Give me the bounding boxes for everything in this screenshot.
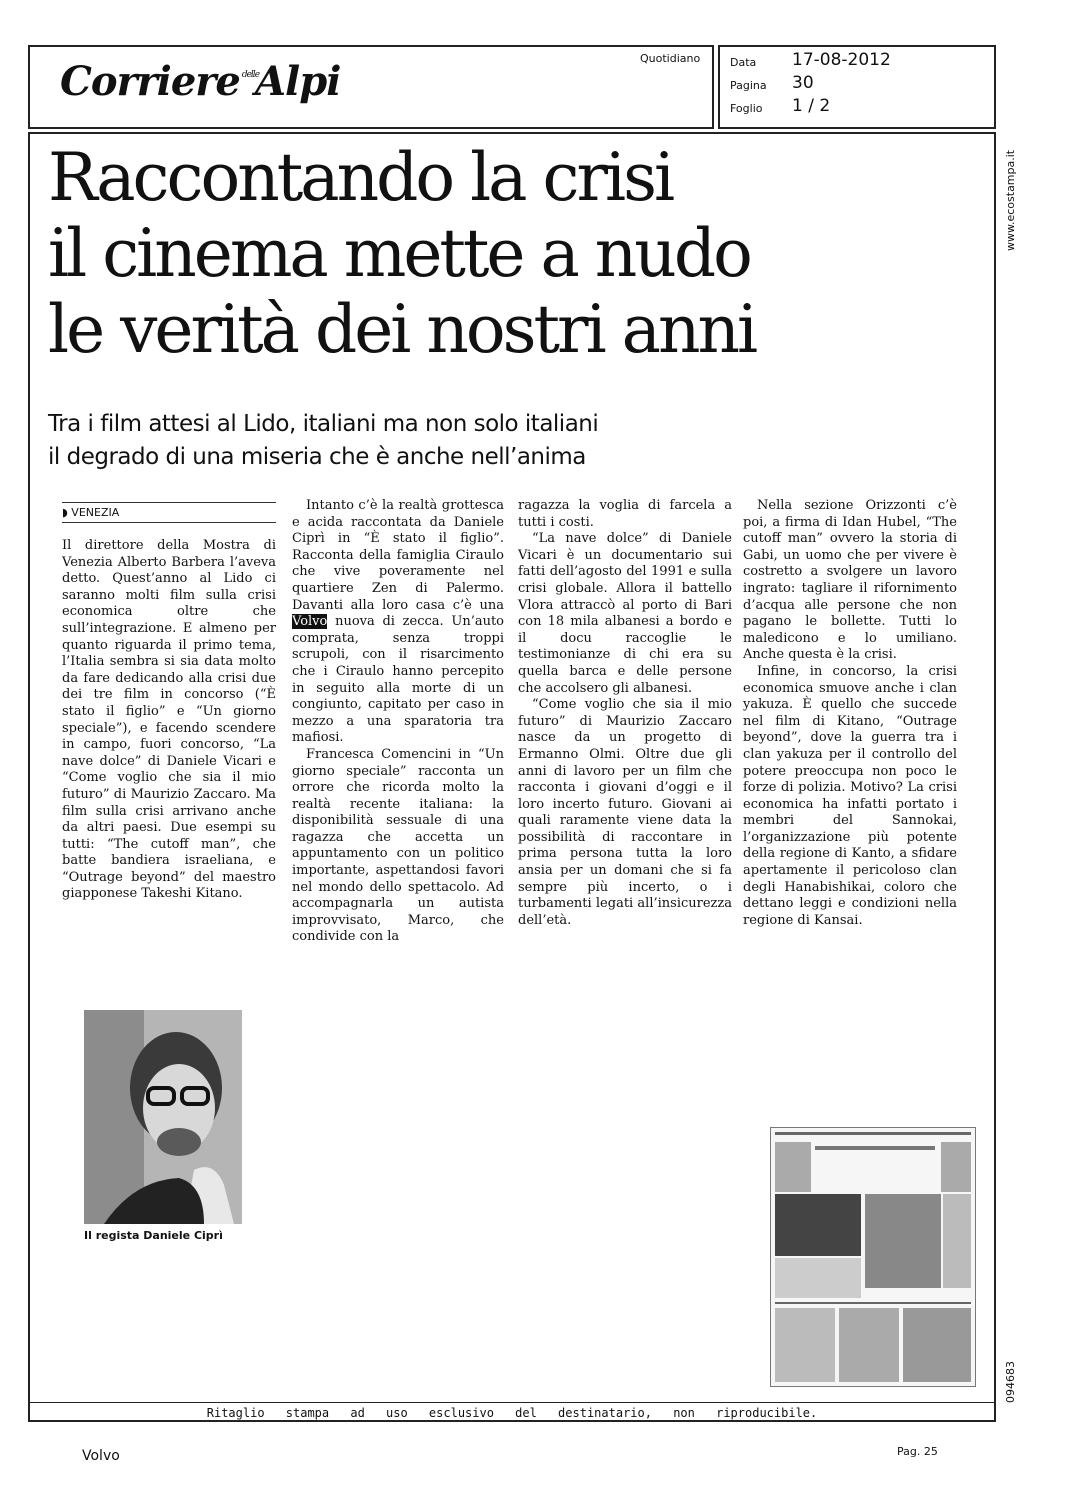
headline-line: il cinema mette a nudo xyxy=(48,215,750,292)
paragraph: “La nave dolce” di Daniele Vicari è un documentario sui fatti dell’agosto del 1991 e sulla crisi globale. Allora il battello Vlora attraccò al porto di Bari con 18 mila albanesi a bordo e il docu raccoglie le testimonianze di chi era su quella barca e delle persone che accolsero gli albanesi. xyxy=(518,531,732,696)
headline-line: le verità dei nostri anni xyxy=(48,291,756,368)
meta-label-date: Data xyxy=(730,56,757,69)
paragraph: ragazza la voglia di farcela a tutti i costi. xyxy=(518,498,732,530)
article-column-3 xyxy=(518,498,732,929)
meta-label-sheet: Foglio xyxy=(730,102,763,115)
paragraph: Intanto c’è la realtà grottesca e acida raccontata da Daniele Ciprì in “È stato il figlio”. Racconta della famiglia Ciraulo che vive poveramente nel quartiere Zen di Palermo. Davanti alla loro casa c’è una Volvo nuova di zecca. Un’auto comprata, senza troppi scrupoli, con il risarcimento che i Ciraulo hanno percepito in seguito alla morte di un congiunto, capitato per caso in mezzo a una sparatoria tra mafiosi. xyxy=(292,498,504,746)
publication-type: Quotidiano xyxy=(640,52,701,65)
page-thumbnail xyxy=(770,1127,976,1387)
client-brand: Volvo xyxy=(82,1448,120,1464)
paragraph: “Come voglio che sia il mio futuro” di Maurizio Zaccaro nasce da un progetto di Ermanno Olmi. Oltre due gli anni di lavoro per un film che racconta i giovani d’oggi e il loro incerto futuro. Giovani ai quali raramente viene data la possibilità di raccontare in prima persona tutta la loro ansia per un domani che si fa sempre più incerto, o i turbamenti legati all’insicurezza dell’età. xyxy=(518,697,732,928)
paragraph: Francesca Comencini in “Un giorno speciale” racconta un orrore che ricorda molto la realtà recente italiana: la disponibilità sessuale di una ragazza che accetta un appuntamento con un politico importante, aspettandosi favori nel mondo dello spettacolo. Ad accompagnarla un autista improvvisato, Marco, che condivide con la xyxy=(292,746,504,945)
paragraph: Infine, in concorso, la crisi economica smuove anche i clan yakuza. È quello che succede nel film di Kitano, “Outrage beyond”, dove la guerra tra i clan yakuza per il controllo del potere preoccupa non poco le forze di polizia. Motivo? La crisi economica ha infatti portato i membri del Sannokai, l’organizzazione più potente della regione di Kanto, a sfidare apertamente il pericoloso clan degli Hanabishikai, coloro che dettano leggi e condizioni nella regione di Kansai. xyxy=(743,663,957,928)
footer-divider xyxy=(28,1402,996,1403)
headline-line: Raccontando la crisi xyxy=(48,139,673,216)
copyright-notice: Ritaglio stampa ad uso esclusivo del destinatario, non riproducibile. xyxy=(206,1406,818,1420)
photo-caption: Il regista Daniele Ciprì xyxy=(84,1229,223,1242)
meta-value-page: 30 xyxy=(792,73,814,93)
newspaper-logo: Corriere $^{delle}$Alpi xyxy=(60,58,341,105)
dateline: ◗ VENEZIA xyxy=(62,502,276,523)
document-code: 094683 xyxy=(1004,1361,1017,1403)
page-number: Pag. 25 xyxy=(897,1445,938,1458)
meta-value-date: 17-08-2012 xyxy=(792,50,891,70)
article-column-1 xyxy=(62,538,276,903)
dateline-marker-icon: ◗ xyxy=(62,506,68,519)
paragraph: Nella sezione Orizzonti c’è poi, a firma di Idan Hubel, “The cutoff man” ovvero la storia di Gabi, un uomo che per vivere è costretto a svolgere un lavoro ingrato: tagliare il rifornimento d’acqua alle persone che non pagano le bollette. Tutti lo maledicono e lo umiliano. Anche questa è la crisi. xyxy=(743,498,957,663)
director-photo xyxy=(84,1010,242,1224)
paragraph: Il direttore della Mostra di Venezia Alberto Barbera l’aveva detto. Quest’anno al Lido ci saranno molti film sulla crisi economica oltre che sull’integrazione. E almeno per quanto riguarda il primo tema, l’Italia sembra si sia data molto da fare dedicando alla crisi due dei tre film in concorso (“È stato il figlio” e “Un giorno speciale”), e facendo scendere in campo, fuori concorso, “La nave dolce” di Daniele Vicari e “Come voglio che sia il mio futuro” di Maurizio Zaccaro. Ma film sulla crisi arrivano anche da altri paesi. Due esempi su tutti: “The cutoff man”, che batte bandiera israeliana, e “Outrage beyond” del maestro giapponese Takeshi Kitano. xyxy=(62,538,276,902)
article-subheadline: Tra i film attesi al Lido, italiani ma non solo italiani il degrado di una miseria che è anche nell’anima xyxy=(48,411,599,470)
meta-value-sheet: 1 / 2 xyxy=(792,96,831,116)
article-column-2 xyxy=(292,498,504,946)
source-website: www.ecostampa.it xyxy=(1004,149,1017,251)
article-headline xyxy=(48,140,768,368)
meta-label-page: Pagina xyxy=(730,79,767,92)
highlighted-keyword: Volvo xyxy=(292,614,328,630)
article-column-4 xyxy=(743,498,957,929)
